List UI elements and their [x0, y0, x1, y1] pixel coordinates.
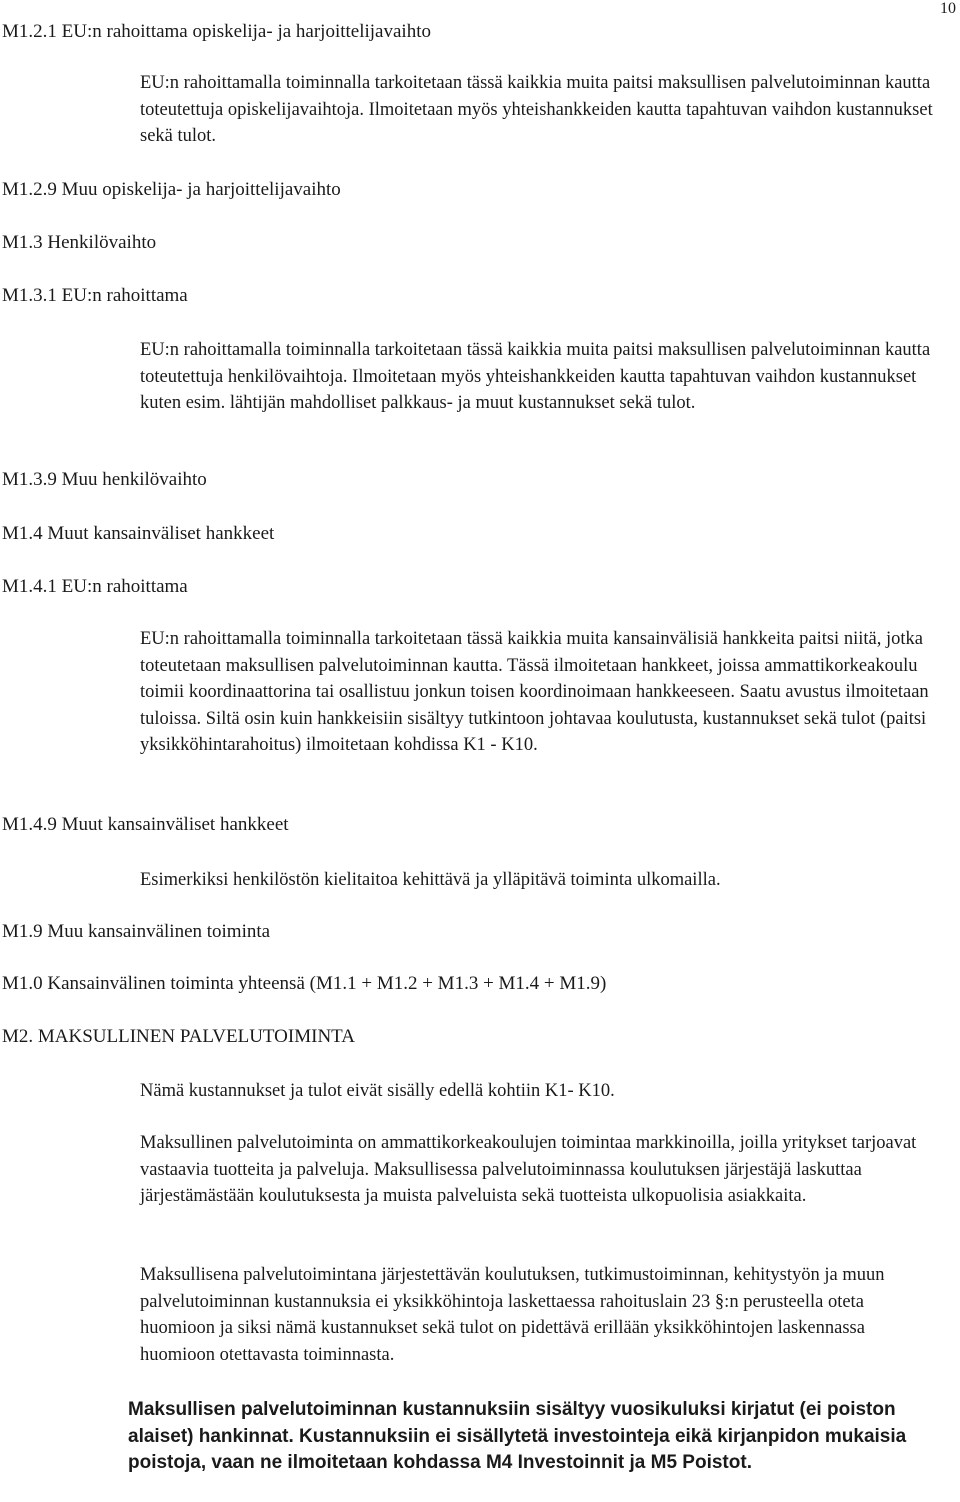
page-number: 10 [940, 0, 956, 17]
heading-m1-3: M1.3 Henkilövaihto [2, 232, 157, 253]
paragraph-m2-bold-note: Maksullisen palvelutoiminnan kustannuksiin sisältyy vuosikuluksi kirjatut (ei poiston alaiset) hankinnat. Kustannuksiin ei sisällytetä investointeja eikä kirjanpidon mukaisia poistoja, vaan ne ilmoitetaan kohdassa M4 Investoinnit ja M5 Poistot. [128, 1399, 907, 1473]
paragraph-m1-4-1: EU:n rahoittamalla toiminnalla tarkoitetaan tässä kaikkia muita kansainvälisiä hankkeita paitsi niitä, jotka toteutetaan maksullisen palvelutoiminnan kautta. Tässä ilmoitetaan hankkeet, joissa ammattikorkeakoulu toimii koordinaattorina tai osallistuu jonkun toisen koordinoimaan hankkeeseen. Saatu avustus ilmoitetaan tuloissa. Siltä osin kuin hankkeisiin sisältyy tutkintoon johtavaa koulutusta, kustannukset sekä tulot (paitsi yksikköhintarahoitus) ilmoitetaan kohdissa K1 - K10. [140, 629, 929, 755]
paragraph-m1-4-9: Esimerkiksi henkilöstön kielitaitoa kehittävä ja ylläpitävä toiminta ulkomailla. [140, 870, 721, 890]
paragraph-m2-intro: Nämä kustannukset ja tulot eivät sisälly edellä kohtiin K1- K10. [140, 1081, 615, 1101]
heading-m2: M2. MAKSULLINEN PALVELUTOIMINTA [2, 1026, 355, 1047]
heading-m1-0: M1.0 Kansainvälinen toiminta yhteensä (M1.1 + M1.2 + M1.3 + M1.4 + M1.9) [2, 973, 607, 994]
heading-m1-4-9: M1.4.9 Muut kansainväliset hankkeet [2, 814, 289, 835]
heading-m1-3-9: M1.3.9 Muu henkilövaihto [2, 469, 207, 490]
paragraph-m1-3-1: EU:n rahoittamalla toiminnalla tarkoitetaan tässä kaikkia muita paitsi maksullisen palvelutoiminnan kautta toteutettuja henkilövaihtoja. Ilmoitetaan myös yhteishankkeiden kautta tapahtuvan vaihdon kustannukset kuten esim. lähtijän mahdolliset palkkaus- ja muut kustannukset sekä tulot. [140, 340, 931, 413]
heading-m1-4-1: M1.4.1 EU:n rahoittama [2, 576, 188, 597]
heading-m1-2-1: M1.2.1 EU:n rahoittama opiskelija- ja harjoittelijavaihto [2, 21, 431, 42]
paragraph-m2-funding-law: Maksullisena palvelutoimintana järjestettävän koulutuksen, tutkimustoiminnan, kehitystyön ja muun palvelutoiminnan kustannuksia ei yksikköhintoja laskettaessa rahoituslain 23 §:n perusteella oteta huomioon ja siksi nämä kustannukset sekä tulot on pidettävä erillään yksikköhintojen laskennassa huomioon otettavasta toiminnasta. [140, 1265, 885, 1365]
heading-m1-4: M1.4 Muut kansainväliset hankkeet [2, 523, 275, 544]
paragraph-m1-2-1: EU:n rahoittamalla toiminnalla tarkoitetaan tässä kaikkia muita paitsi maksullisen palvelutoiminnan kautta toteutettuja opiskelijavaihtoja. Ilmoitetaan myös yhteishankkeiden kautta tapahtuvan vaihdon kustannukset sekä tulot. [140, 73, 933, 146]
heading-m1-2-9: M1.2.9 Muu opiskelija- ja harjoittelijavaihto [2, 179, 341, 200]
paragraph-m2-definition: Maksullinen palvelutoiminta on ammattikorkeakoulujen toimintaa markkinoilla, joilla yritykset tarjoavat vastaavia tuotteita ja palveluja. Maksullisessa palvelutoiminnassa koulutuksen järjestäjä laskuttaa järjestämästään koulutuksesta ja muista palveluista sekä tuotteista ulkopuolisia asiakkaita. [140, 1133, 917, 1206]
heading-m1-3-1: M1.3.1 EU:n rahoittama [2, 285, 188, 306]
heading-m1-9: M1.9 Muu kansainvälinen toiminta [2, 921, 271, 942]
